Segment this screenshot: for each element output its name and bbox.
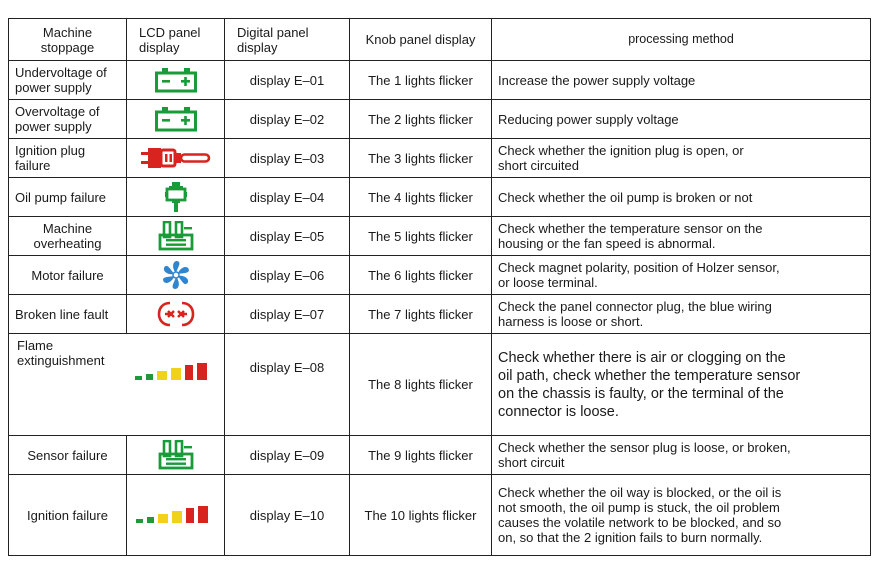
processing-method-cell xyxy=(492,100,871,139)
digital-panel-cell: display E–04 xyxy=(225,178,350,217)
digital-panel-cell: display E–01 xyxy=(225,61,350,100)
stoppage-line1: Undervoltage of xyxy=(15,65,107,80)
temperature-sensor-icon xyxy=(158,221,194,251)
processing-line4: connector is loose. xyxy=(498,403,619,420)
flame-level-bars-icon xyxy=(136,505,216,525)
lcd-icon-wrap xyxy=(135,362,215,385)
stoppage-line1: Motor failure xyxy=(31,267,104,283)
header-machine-stoppage-line1: Machine xyxy=(42,24,93,40)
stoppage-line1: Oil pump failure xyxy=(15,189,107,205)
knob-panel-cell: The 4 lights flicker xyxy=(350,178,492,217)
fan-icon xyxy=(161,260,191,290)
processing-line3: on the chassis is faulty, or the terminal of the xyxy=(498,385,784,402)
header-lcd-panel xyxy=(127,19,225,61)
flame-level-bars-icon xyxy=(135,362,215,382)
processing-line1: Check magnet polarity, position of Holzer sensor, xyxy=(498,260,780,275)
header-lcd-line1: LCD panel xyxy=(139,24,201,40)
lcd-icon-cell xyxy=(127,61,225,100)
stoppage-line1: Machine xyxy=(42,221,93,236)
stoppage-cell xyxy=(9,295,127,334)
digital-panel-cell: display E–08 xyxy=(225,334,350,436)
processing-line1: Check whether the oil way is blocked, or the oil is xyxy=(498,485,782,500)
table-header-row xyxy=(9,19,871,61)
processing-method-cell xyxy=(492,256,871,295)
processing-line1: Check whether there is air or clogging on the xyxy=(498,349,786,366)
processing-method-cell xyxy=(492,217,871,256)
lcd-icon-cell xyxy=(127,178,225,217)
stoppage-cell xyxy=(9,178,127,217)
broken-line-icon xyxy=(156,299,196,329)
table-row xyxy=(9,217,871,256)
stoppage-and-lcd-cell xyxy=(9,334,225,436)
stoppage-line2: failure xyxy=(15,158,51,173)
lcd-icon-cell xyxy=(127,295,225,334)
processing-line4: on, so that the 2 ignition fails to burn normally. xyxy=(498,530,763,545)
processing-line1: Reducing power supply voltage xyxy=(498,111,679,127)
table-row xyxy=(9,334,871,436)
knob-panel-cell: The 3 lights flicker xyxy=(350,139,492,178)
knob-panel-cell: The 9 lights flicker xyxy=(350,436,492,475)
stoppage-line2: overheating xyxy=(33,236,102,251)
processing-line3: causes the volatile network to be blocked, and so xyxy=(498,515,782,530)
digital-panel-cell: display E–03 xyxy=(225,139,350,178)
processing-method-cell xyxy=(492,436,871,475)
stoppage-cell xyxy=(9,100,127,139)
knob-panel-cell: The 1 lights flicker xyxy=(350,61,492,100)
processing-line1: Increase the power supply voltage xyxy=(498,72,696,88)
header-digital-line2: display xyxy=(237,39,278,55)
lcd-icon-cell xyxy=(127,256,225,295)
stoppage-line1: Sensor failure xyxy=(27,447,108,463)
table-row xyxy=(9,256,871,295)
processing-method-cell xyxy=(492,475,871,556)
table-row xyxy=(9,61,871,100)
processing-line1: Check whether the oil pump is broken or not xyxy=(498,189,753,205)
stoppage-line1: Overvoltage of xyxy=(15,104,100,119)
header-machine-stoppage xyxy=(9,19,127,61)
stoppage-line1: Ignition failure xyxy=(27,507,108,523)
processing-method-cell xyxy=(492,139,871,178)
battery-icon xyxy=(154,67,198,93)
lcd-icon-cell xyxy=(127,139,225,178)
knob-panel-cell: The 2 lights flicker xyxy=(350,100,492,139)
processing-line2: short circuited xyxy=(498,158,579,173)
processing-line2: oil path, check whether the temperature sensor xyxy=(498,367,801,384)
processing-line1: Check the panel connector plug, the blue wiring xyxy=(498,299,772,314)
stoppage-line1: Ignition plug xyxy=(15,143,86,158)
lcd-icon-cell xyxy=(127,100,225,139)
processing-method-cell xyxy=(492,295,871,334)
knob-panel-cell: The 6 lights flicker xyxy=(350,256,492,295)
processing-line1: Check whether the temperature sensor on the xyxy=(498,221,763,236)
table-row xyxy=(9,139,871,178)
lcd-icon-cell xyxy=(127,436,225,475)
battery-icon xyxy=(154,106,198,132)
processing-line1: Check whether the sensor plug is loose, or broken, xyxy=(498,440,791,455)
header-knob-panel: Knob panel display xyxy=(350,19,492,61)
stoppage-cell xyxy=(9,475,127,556)
digital-panel-cell: display E–10 xyxy=(225,475,350,556)
stoppage-label xyxy=(17,338,104,368)
processing-line1: Check whether the ignition plug is open, or xyxy=(498,143,744,158)
header-processing-method: processing method xyxy=(492,19,871,61)
processing-line2: not smooth, the oil pump is stuck, the oil problem xyxy=(498,500,780,515)
knob-panel-cell: The 7 lights flicker xyxy=(350,295,492,334)
digital-panel-cell: display E–02 xyxy=(225,100,350,139)
ignition-plug-icon xyxy=(141,145,211,171)
table-row xyxy=(9,178,871,217)
lcd-icon-cell xyxy=(127,217,225,256)
stoppage-cell xyxy=(9,139,127,178)
header-digital-line1: Digital panel xyxy=(237,24,309,40)
digital-panel-cell: display E–07 xyxy=(225,295,350,334)
stoppage-line2: extinguishment xyxy=(17,353,105,368)
knob-panel-cell: The 5 lights flicker xyxy=(350,217,492,256)
fault-code-table xyxy=(8,18,871,556)
table-row xyxy=(9,475,871,556)
header-digital-panel xyxy=(225,19,350,61)
stoppage-line1: Flame xyxy=(17,338,54,353)
stoppage-cell xyxy=(9,61,127,100)
table-row xyxy=(9,436,871,475)
digital-panel-cell: display E–05 xyxy=(225,217,350,256)
knob-panel-cell: The 10 lights flicker xyxy=(350,475,492,556)
processing-line2: harness is loose or short. xyxy=(498,314,644,329)
header-lcd-line2: display xyxy=(139,39,180,55)
processing-method-cell xyxy=(492,334,871,436)
lcd-icon-cell xyxy=(127,475,225,556)
processing-method-cell xyxy=(492,61,871,100)
table-row xyxy=(9,100,871,139)
processing-method-cell xyxy=(492,178,871,217)
stoppage-cell xyxy=(9,256,127,295)
stoppage-cell xyxy=(9,436,127,475)
processing-line2: or loose terminal. xyxy=(498,275,598,290)
digital-panel-cell: display E–06 xyxy=(225,256,350,295)
stoppage-line2: power supply xyxy=(15,80,92,95)
stoppage-line2: power supply xyxy=(15,119,92,134)
processing-line2: housing or the fan speed is abnormal. xyxy=(498,236,716,251)
knob-panel-cell: The 8 lights flicker xyxy=(350,334,492,436)
header-machine-stoppage-line2: stoppage xyxy=(40,39,95,55)
processing-line2: short circuit xyxy=(498,455,565,470)
digital-panel-cell: display E–09 xyxy=(225,436,350,475)
temperature-sensor-icon xyxy=(158,440,194,470)
table-row xyxy=(9,295,871,334)
stoppage-cell xyxy=(9,217,127,256)
oil-pump-icon xyxy=(165,182,187,212)
stoppage-line1: Broken line fault xyxy=(15,306,109,322)
